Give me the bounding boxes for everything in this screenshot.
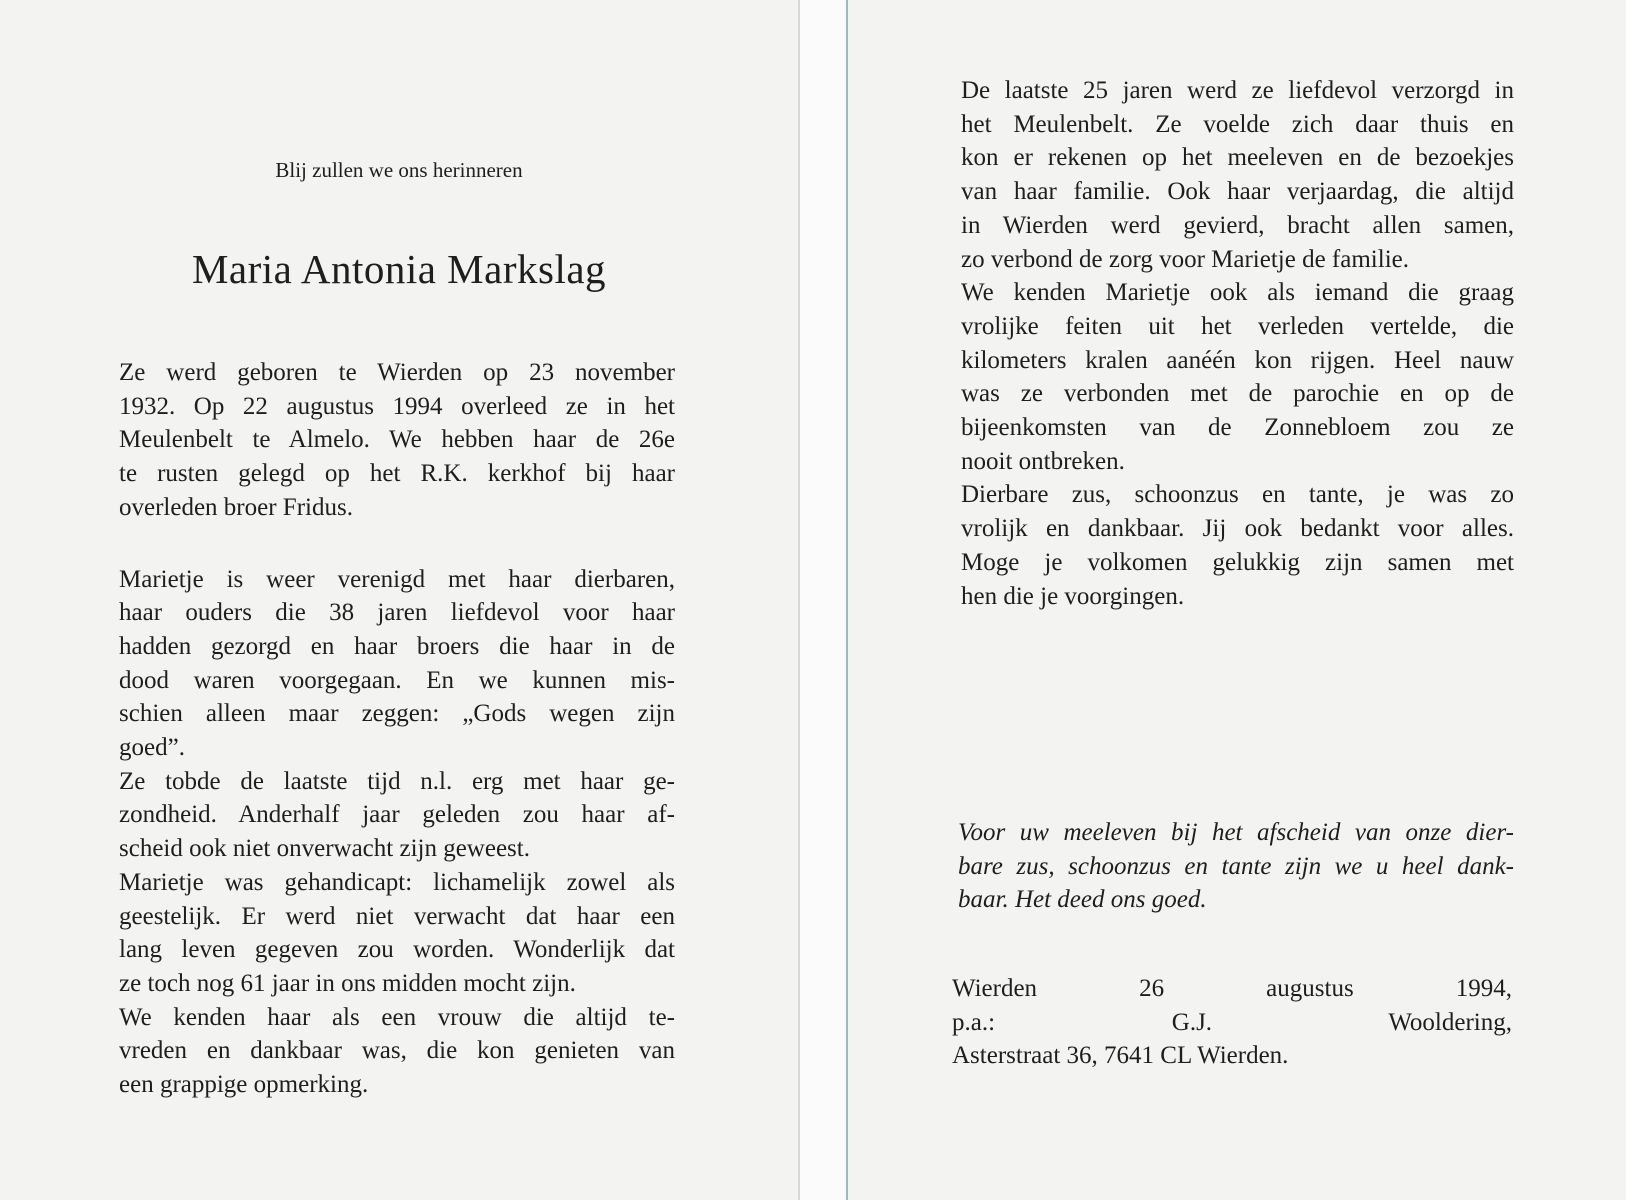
text-line: lang leven gegeven zou worden. Wonderlijk dat xyxy=(119,936,675,964)
text-line: Marietje was gehandicapt: lichamelijk zowel als xyxy=(119,868,675,896)
paragraph xyxy=(119,765,675,866)
remembrance-text xyxy=(961,74,1514,613)
text-line: haar ouders die 38 jaren liefdevol voor haar xyxy=(119,599,675,627)
text-line: De laatste 25 jaren werd ze liefdevol verzorgd in xyxy=(961,77,1514,104)
text-line: Meulenbelt te Almelo. We hebben haar de 26e xyxy=(119,426,675,454)
text-line: baar. Het deed ons goed. xyxy=(958,886,1207,914)
paragraph xyxy=(958,816,1514,917)
paragraph xyxy=(119,563,675,765)
text-line: te rusten gelegd op het R.K. kerkhof bij haar xyxy=(119,460,675,488)
text-line: We kenden haar als een vrouw die altijd te- xyxy=(119,1003,675,1031)
text-line: hadden gezorgd en haar broers die haar in de xyxy=(119,632,675,660)
paragraph xyxy=(119,866,675,1001)
text-line: Ze tobde de laatste tijd n.l. erg met haar ge- xyxy=(119,767,675,795)
text-line: p.a.: G.J. Wooldering, xyxy=(952,1008,1512,1036)
paragraph xyxy=(961,478,1514,613)
text-line: Moge je volkomen gelukkig zijn samen met xyxy=(961,548,1514,576)
text-line: Dierbare zus, schoonzus en tante, je was zo xyxy=(961,481,1514,509)
text-line: het Meulenbelt. Ze voelde zich daar thuis en xyxy=(961,110,1514,138)
text-line: Asterstraat 36, 7641 CL Wierden. xyxy=(952,1042,1289,1070)
thanks-note xyxy=(958,816,1514,917)
paragraph xyxy=(961,74,1514,276)
text-line: kon er rekenen op het meeleven en de bezoekjes xyxy=(961,144,1514,172)
text-line: in Wierden werd gevierd, bracht allen samen, xyxy=(961,211,1514,239)
paragraph xyxy=(961,276,1514,478)
text-line: bijeenkomsten van de Zonnebloem zou ze xyxy=(961,414,1514,442)
text-line: Wierden 26 augustus 1994, xyxy=(952,975,1512,1002)
text-line: goed”. xyxy=(119,734,185,762)
biography-text xyxy=(119,356,675,1102)
text-line: geestelijk. Er werd niet verwacht dat haar een xyxy=(119,902,675,930)
text-line: zo verbond de zorg voor Marietje de familie. xyxy=(961,245,1409,273)
text-line: Voor uw meeleven bij het afscheid van onze dier- xyxy=(958,819,1514,846)
text-line: vreden en dankbaar was, die kon genieten van xyxy=(119,1037,675,1065)
text-line: 1932. Op 22 augustus 1994 overleed ze in het xyxy=(119,392,675,420)
text-line: een grappige opmerking. xyxy=(119,1071,369,1099)
text-line: We kenden Marietje ook als iemand die graag xyxy=(961,279,1514,307)
text-line: dood waren voorgegaan. En we kunnen mis- xyxy=(119,666,675,694)
paragraph-gap xyxy=(119,525,675,563)
text-line: vrolijk en dankbaar. Jij ook bedankt voor alles. xyxy=(961,515,1514,543)
text-line: ze toch nog 61 jaar in ons midden mocht zijn. xyxy=(119,969,576,997)
card-heading: Blij zullen we ons herinneren xyxy=(275,158,523,182)
family-address xyxy=(952,972,1512,1073)
paragraph xyxy=(119,1001,675,1102)
text-line: overleden broer Fridus. xyxy=(119,493,353,521)
text-line: kilometers kralen aanéén kon rijgen. Heel nauw xyxy=(961,346,1514,374)
text-line: zondheid. Anderhalf jaar geleden zou haar af- xyxy=(119,801,675,829)
text-line: was ze verbonden met de parochie en op de xyxy=(961,380,1514,408)
text-line: Ze werd geboren te Wierden op 23 november xyxy=(119,359,675,386)
text-line: nooit ontbreken. xyxy=(961,447,1125,475)
paragraph xyxy=(952,972,1512,1073)
text-line: hen die je voorgingen. xyxy=(961,582,1185,610)
text-line: van haar familie. Ook haar verjaardag, die altijd xyxy=(961,178,1514,206)
text-line: bare zus, schoonzus en tante zijn we u heel dank- xyxy=(958,852,1514,880)
text-line: vrolijke feiten uit het verleden vertelde, die xyxy=(961,312,1514,340)
paragraph xyxy=(119,356,675,525)
text-line: scheid ook niet onverwacht zijn geweest. xyxy=(119,835,530,863)
text-line: schien alleen maar zeggen: „Gods wegen zijn xyxy=(119,700,675,728)
text-line: Marietje is weer verenigd met haar dierbaren, xyxy=(119,565,675,593)
deceased-name: Maria Antonia Markslag xyxy=(191,246,607,292)
